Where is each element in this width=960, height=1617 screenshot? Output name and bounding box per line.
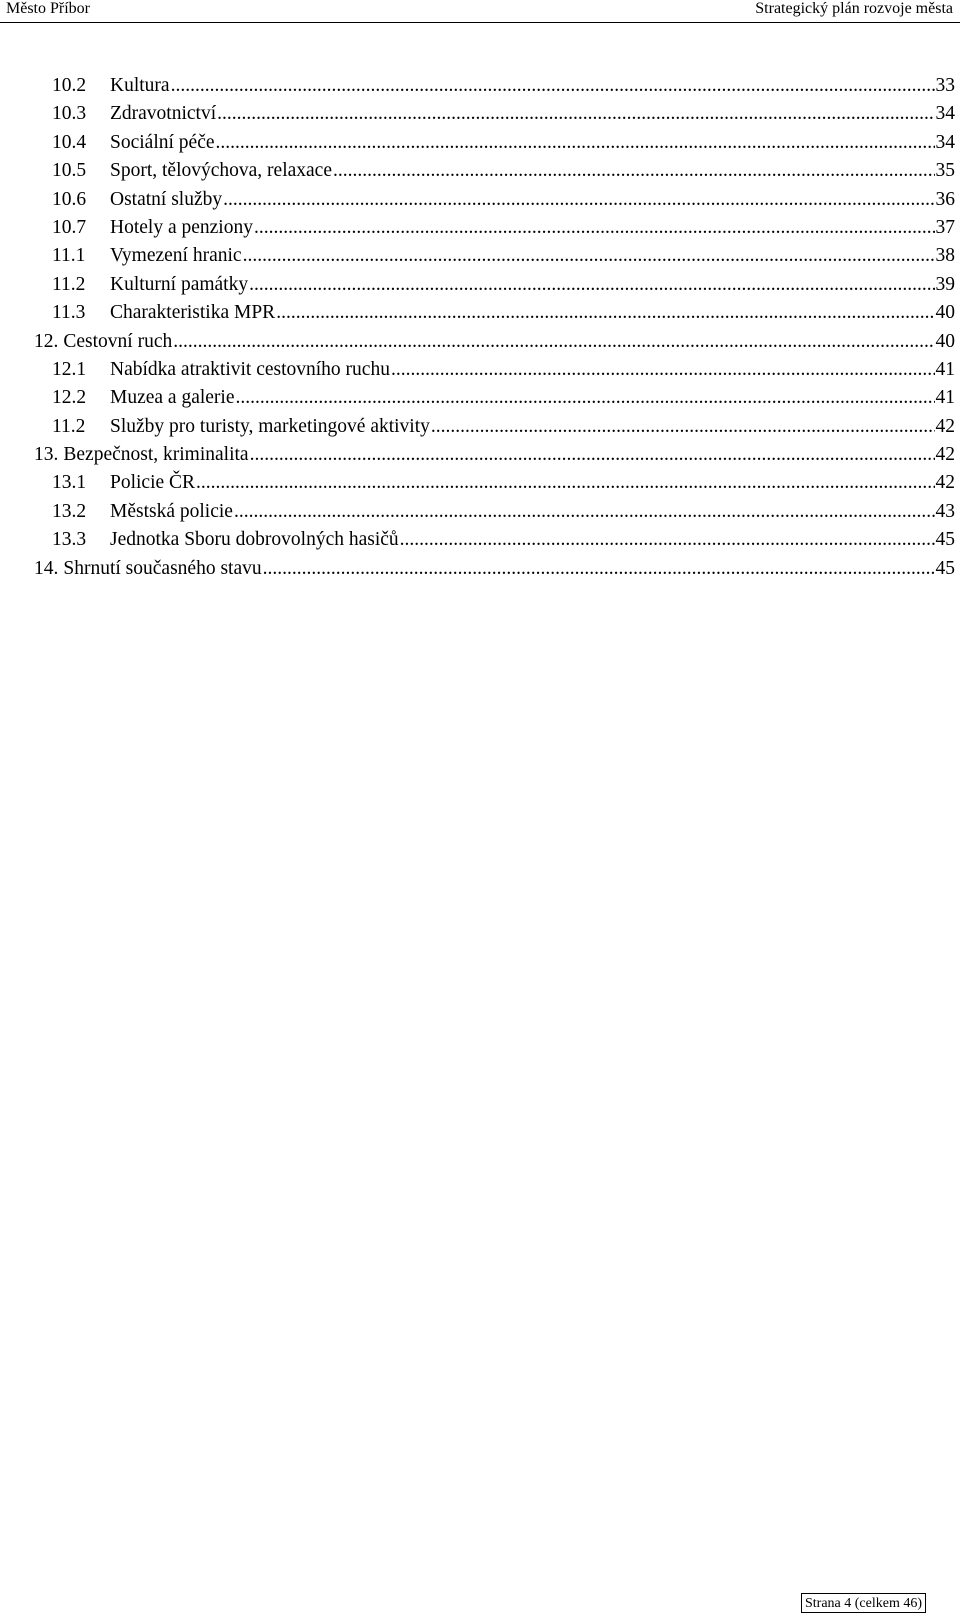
header-document-title: Strategický plán rozvoje města xyxy=(755,0,953,17)
toc-entry[interactable] xyxy=(34,328,955,356)
toc-entry-page-number: 34 xyxy=(935,131,955,153)
toc-entry-title: Sport, tělovýchova, relaxace xyxy=(110,160,332,182)
toc-entry[interactable] xyxy=(34,214,955,242)
toc-entry[interactable] xyxy=(34,72,955,100)
toc-entry-title: Cestovní ruch xyxy=(63,330,173,352)
toc-entry-page-number: 34 xyxy=(935,103,955,125)
toc-dot-leader xyxy=(234,498,935,526)
toc-entry[interactable] xyxy=(34,129,955,157)
toc-entry-title: Kultura xyxy=(110,75,170,96)
toc-entry-number: 12.2 xyxy=(52,387,87,409)
toc-entry-number: 10.5 xyxy=(52,160,87,182)
toc-dot-leader xyxy=(171,72,935,100)
toc-entry[interactable] xyxy=(34,186,955,214)
toc-entry-page-number: 41 xyxy=(935,387,955,409)
toc-entry-page-number: 35 xyxy=(935,160,955,182)
toc-entry-title: Služby pro turisty, marketingové aktivity xyxy=(110,415,430,437)
toc-dot-leader xyxy=(391,356,935,384)
toc-entry-title: Vymezení hranic xyxy=(110,245,242,267)
toc-entry-page-number: 42 xyxy=(935,444,955,466)
toc-entry[interactable] xyxy=(34,441,955,469)
toc-entry-page-number: 33 xyxy=(935,75,955,96)
toc-entry-page-number: 42 xyxy=(935,415,955,437)
toc-dot-leader xyxy=(216,129,935,157)
toc-entry[interactable] xyxy=(34,157,955,185)
toc-entry-title: Shrnutí současného stavu xyxy=(63,557,262,579)
toc-entry-number: 11.3 xyxy=(52,302,86,324)
toc-entry-number: 13.3 xyxy=(52,529,87,551)
toc-entry-number: 11.1 xyxy=(52,245,86,267)
toc-dot-leader xyxy=(223,186,934,214)
toc-entry-page-number: 40 xyxy=(935,302,955,324)
toc-entry[interactable] xyxy=(34,299,955,327)
toc-entry-number: 10.4 xyxy=(52,131,87,153)
toc-entry-number: 11.2 xyxy=(52,415,86,437)
toc-dot-leader xyxy=(254,214,935,242)
toc-entry-page-number: 39 xyxy=(935,273,955,295)
toc-entry[interactable] xyxy=(34,555,955,583)
toc-entry-number: 10.2 xyxy=(52,75,87,96)
page-header xyxy=(0,0,960,23)
toc-entry-number: 14. xyxy=(34,557,59,579)
toc-entry-page-number: 37 xyxy=(935,216,955,238)
toc-entry-page-number: 42 xyxy=(935,472,955,494)
toc-entry-number: 10.3 xyxy=(52,103,87,125)
table-of-contents xyxy=(34,72,955,583)
toc-dot-leader xyxy=(431,413,935,441)
toc-dot-leader xyxy=(249,271,934,299)
toc-dot-leader xyxy=(333,157,935,185)
toc-dot-leader xyxy=(196,469,934,497)
toc-entry[interactable] xyxy=(34,384,955,412)
toc-entry-title: Bezpečnost, kriminalita xyxy=(63,444,249,466)
toc-entry-page-number: 38 xyxy=(935,245,955,267)
toc-entry-number: 12.1 xyxy=(52,358,87,380)
toc-entry-title: Ostatní služby xyxy=(110,188,223,210)
toc-entry-page-number: 41 xyxy=(935,358,955,380)
toc-dot-leader xyxy=(173,328,934,356)
toc-entry[interactable] xyxy=(34,100,955,128)
toc-entry-number: 10.6 xyxy=(52,188,87,210)
toc-entry-title: Jednotka Sboru dobrovolných hasičů xyxy=(110,529,399,551)
toc-entry[interactable] xyxy=(34,498,955,526)
toc-dot-leader xyxy=(217,100,934,128)
toc-entry-title: Muzea a galerie xyxy=(110,387,235,409)
toc-entry[interactable] xyxy=(34,413,955,441)
toc-entry-number: 10.7 xyxy=(52,216,87,238)
toc-entry-title: Kulturní památky xyxy=(110,273,249,295)
toc-dot-leader xyxy=(276,299,934,327)
toc-dot-leader xyxy=(250,441,935,469)
toc-entry-page-number: 45 xyxy=(935,529,955,551)
toc-entry-number: 13.1 xyxy=(52,472,87,494)
toc-dot-leader xyxy=(400,526,935,554)
toc-entry-title: Charakteristika MPR xyxy=(110,302,276,324)
toc-entry-number: 11.2 xyxy=(52,273,86,295)
toc-entry[interactable] xyxy=(34,526,955,554)
toc-dot-leader xyxy=(236,384,935,412)
toc-entry-page-number: 40 xyxy=(935,330,955,352)
toc-entry-number: 13.2 xyxy=(52,500,87,522)
toc-entry-title: Zdravotnictví xyxy=(110,103,217,125)
toc-entry-page-number: 43 xyxy=(935,500,955,522)
toc-entry[interactable] xyxy=(34,271,955,299)
toc-entry[interactable] xyxy=(34,242,955,270)
toc-entry-title: Nabídka atraktivit cestovního ruchu xyxy=(110,358,390,380)
toc-entry-title: Policie ČR xyxy=(110,472,196,494)
toc-entry-title: Sociální péče xyxy=(110,131,215,153)
toc-dot-leader xyxy=(263,555,935,583)
toc-entry-page-number: 36 xyxy=(935,188,955,210)
toc-entry-number: 12. xyxy=(34,330,59,352)
toc-entry-number: 13. xyxy=(34,444,59,466)
toc-entry-page-number: 45 xyxy=(935,557,955,579)
page-number-footer: Strana 4 (celkem 46) xyxy=(801,1593,926,1613)
toc-entry[interactable] xyxy=(34,469,955,497)
toc-entry-title: Městská policie xyxy=(110,500,233,522)
toc-entry[interactable] xyxy=(34,356,955,384)
toc-dot-leader xyxy=(243,242,935,270)
toc-entry-title: Hotely a penziony xyxy=(110,216,253,238)
header-town-name: Město Příbor xyxy=(6,0,90,17)
